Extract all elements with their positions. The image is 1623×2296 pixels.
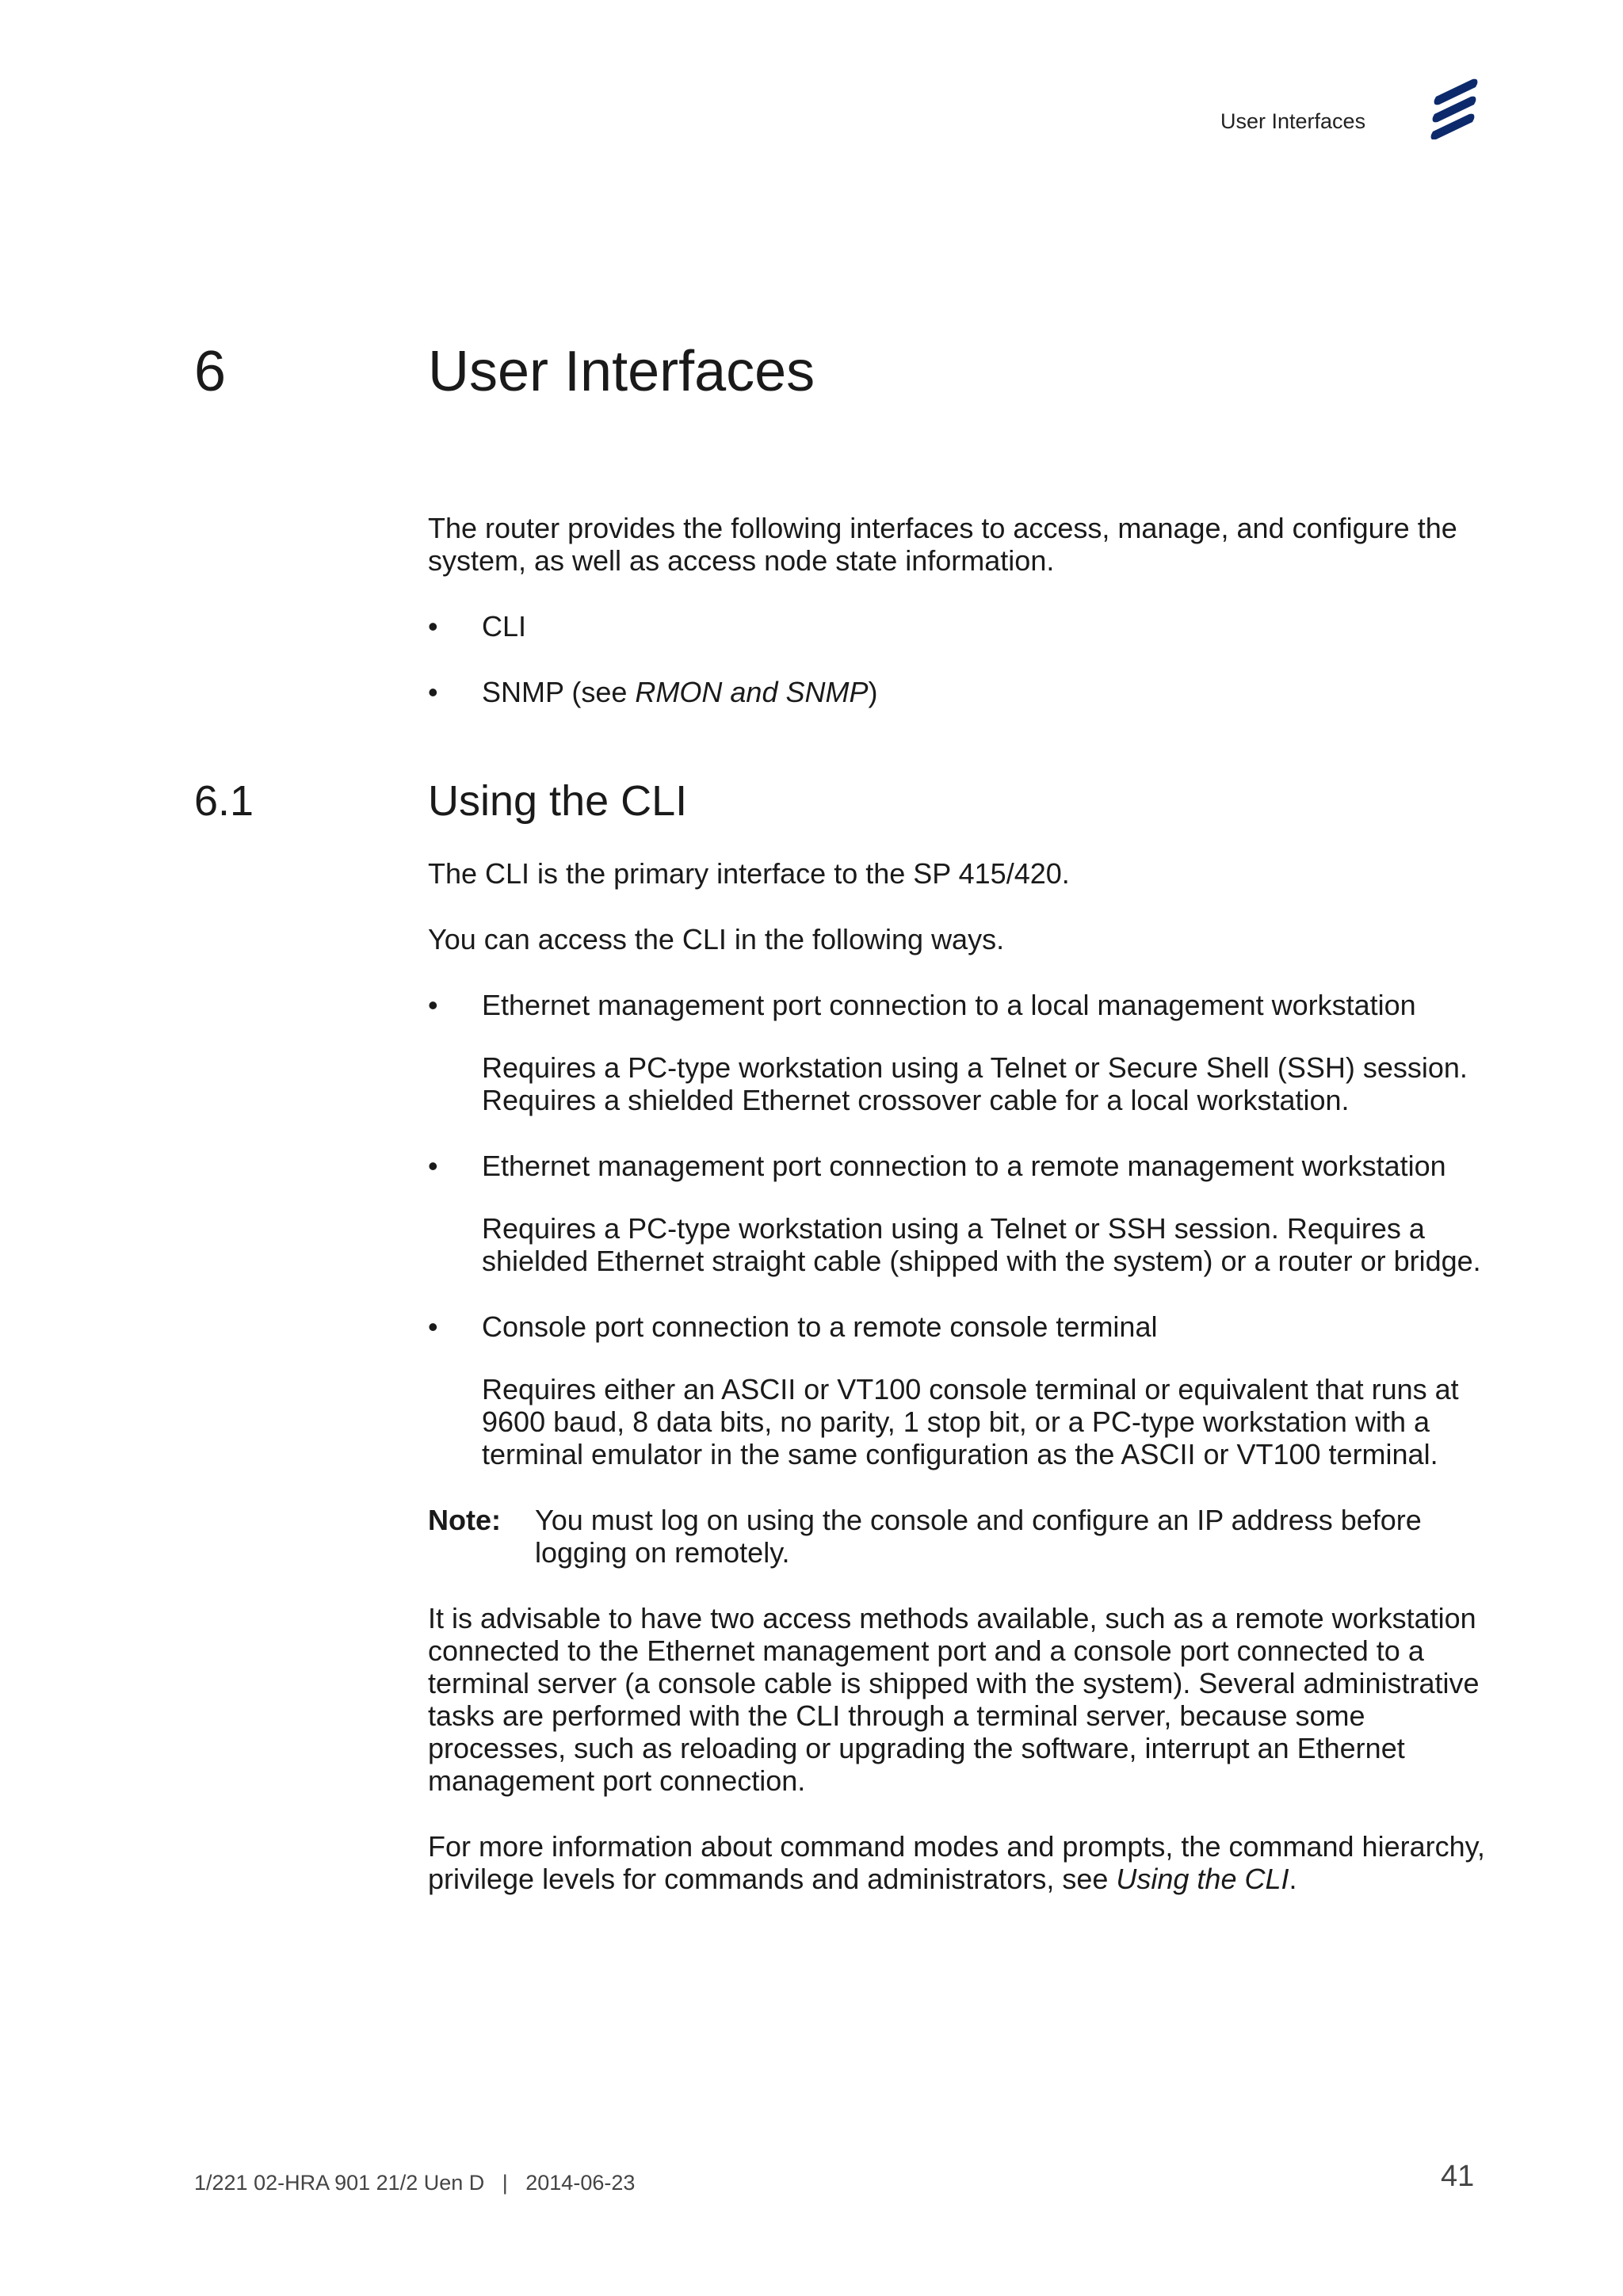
- paragraph: It is advisable to have two access methods available, such as a remote workstation connected to the Ethernet management port and a console port connected to a terminal server (a console cable is shipped with the system). Several administrative tasks are performed with the CLI through a terminal server, because some processes, such as reloading or upgrading the software, interrupt an Ethernet management port connection.: [428, 1602, 1480, 1797]
- section-number: 6.1: [194, 777, 254, 825]
- cross-reference-link[interactable]: RMON and SNMP: [635, 676, 869, 708]
- list-item-detail: Requires a PC-type workstation using a Telnet or SSH session. Requires a shielded Ethernet straight cable (shipped with the system) or a router or bridge.: [482, 1212, 1481, 1277]
- paragraph: You can access the CLI in the following ways.: [428, 923, 1005, 955]
- page-number: 41: [1441, 2160, 1475, 2193]
- list-item: [428, 1310, 1490, 1343]
- chapter-intro-block: [428, 512, 1490, 742]
- bullet-icon: •: [428, 610, 438, 643]
- list-item-text: Ethernet management port connection to a local management workstation: [482, 989, 1416, 1021]
- list-item: [428, 676, 1490, 708]
- bullet-icon: •: [428, 1150, 438, 1182]
- list-item-detail: Requires a PC-type workstation using a Telnet or Secure Shell (SSH) session. Requires a shielded Ethernet crossover cable for a local workstation.: [482, 1051, 1468, 1116]
- list-item-detail: Requires either an ASCII or VT100 console terminal or equivalent that runs at 9600 baud, 8 data bits, no parity, 1 stop bit, or a PC-type workstation with a terminal emulator in the same configuration as the ASCII or VT100 terminal.: [482, 1373, 1459, 1470]
- list-item-suffix: ): [868, 676, 878, 708]
- list-item-text: Ethernet management port connection to a remote management workstation: [482, 1150, 1446, 1182]
- note-label: Note:: [428, 1504, 501, 1536]
- running-header: User Interfaces: [1220, 109, 1366, 133]
- chapter-number: 6: [194, 340, 227, 403]
- chapter-intro: The router provides the following interfaces to access, manage, and configure the system, as well as access node state information.: [428, 512, 1457, 577]
- paragraph-suffix: .: [1289, 1863, 1297, 1895]
- section-title: Using the CLI: [428, 777, 688, 825]
- footer-document-reference: 1/221 02-HRA 901 21/2 Uen D | 2014-06-23: [194, 2171, 636, 2195]
- paragraph-text: For more information about command modes and prompts, the command hierarchy, privilege levels for commands and administrators, see: [428, 1830, 1485, 1895]
- list-item-text: Console port connection to a remote console terminal: [482, 1310, 1158, 1343]
- bullet-icon: •: [428, 989, 438, 1021]
- list-item: [428, 1150, 1490, 1182]
- list-item: [428, 989, 1490, 1021]
- list-item: [428, 610, 1490, 643]
- ericsson-logo-icon: [1426, 73, 1482, 139]
- list-item-text: CLI: [482, 610, 527, 643]
- note-text: You must log on using the console and configure an IP address before logging on remotely.: [535, 1504, 1422, 1569]
- paragraph: [428, 1830, 1490, 1895]
- bullet-icon: •: [428, 676, 438, 708]
- paragraph: The CLI is the primary interface to the SP 415/420.: [428, 857, 1070, 890]
- chapter-title: User Interfaces: [428, 340, 815, 403]
- list-item-prefix: SNMP (see: [482, 676, 636, 708]
- section-body: [428, 857, 1490, 1928]
- bullet-icon: •: [428, 1310, 438, 1343]
- cross-reference-link[interactable]: Using the CLI: [1116, 1863, 1289, 1895]
- note-block: [428, 1504, 1490, 1569]
